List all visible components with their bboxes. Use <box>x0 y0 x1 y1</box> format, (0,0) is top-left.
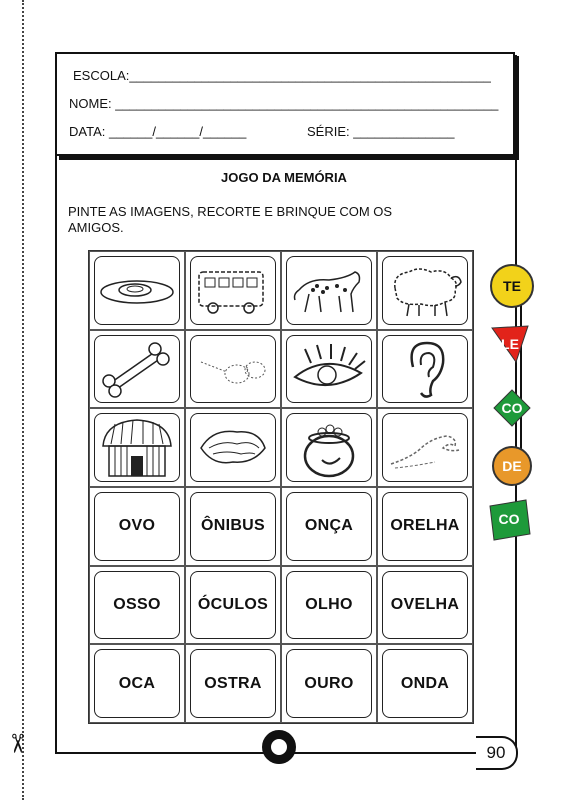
picture-card-oyster[interactable] <box>185 408 281 487</box>
syllable-label: TE <box>503 278 521 294</box>
syllable-square-co <box>486 496 532 542</box>
word-label: OURO <box>304 674 354 692</box>
syllable-diamond-co <box>492 388 532 428</box>
picture-card-bone[interactable] <box>89 330 185 409</box>
word-card[interactable] <box>281 487 377 566</box>
hut-icon <box>97 416 177 480</box>
word-card[interactable] <box>377 644 473 723</box>
jaguar-icon <box>289 260 369 320</box>
picture-card-sheep[interactable] <box>377 251 473 330</box>
syllable-label: CO <box>501 400 523 416</box>
syllable-label: CO <box>498 511 520 527</box>
eye-icon <box>289 339 369 399</box>
word-card[interactable] <box>185 487 281 566</box>
date-field[interactable]: DATA: ______/______/______ <box>69 124 247 139</box>
word-card[interactable] <box>281 644 377 723</box>
grade-field[interactable]: SÉRIE: ______________ <box>307 124 455 139</box>
word-label: ONÇA <box>304 517 354 535</box>
word-label: ÓCULOS <box>197 595 269 613</box>
picture-card-glasses[interactable] <box>185 330 281 409</box>
word-label: OVELHA <box>390 595 460 613</box>
sheep-icon <box>385 260 465 320</box>
word-label: OCA <box>118 674 156 692</box>
name-field[interactable]: NOME: _____________________________________________________ <box>69 96 499 111</box>
syllable-label: DE <box>502 458 522 474</box>
word-card[interactable] <box>281 566 377 645</box>
instruction-text: PINTE AS IMAGENS, RECORTE E BRINQUE COM OS AMIGOS. <box>68 204 393 235</box>
picture-card-jaguar[interactable] <box>281 251 377 330</box>
page-number: 90 <box>476 736 518 770</box>
picture-card-gold-pot[interactable] <box>281 408 377 487</box>
word-label: ÔNIBUS <box>200 517 266 535</box>
egg-icon <box>97 265 177 315</box>
scissors-icon: ✂ <box>2 732 33 755</box>
glasses-icon <box>193 344 273 394</box>
word-card[interactable] <box>377 566 473 645</box>
picture-card-hut[interactable] <box>89 408 185 487</box>
word-label: OSTRA <box>204 674 262 692</box>
syllable-ball-te <box>490 264 534 308</box>
picture-card-wave[interactable] <box>377 408 473 487</box>
picture-card-bus[interactable] <box>185 251 281 330</box>
school-field[interactable]: ESCOLA:__________________________________________________ <box>73 68 491 83</box>
word-card[interactable] <box>185 644 281 723</box>
bone-icon <box>97 339 177 399</box>
wave-icon <box>385 420 465 476</box>
word-label: ORELHA <box>390 517 460 535</box>
ring-decoration-icon <box>262 730 296 764</box>
word-card[interactable] <box>377 487 473 566</box>
syllable-ball-de <box>492 446 532 486</box>
word-label: OSSO <box>113 595 161 613</box>
word-card[interactable] <box>89 487 185 566</box>
syllable-label: LE <box>501 336 519 352</box>
oyster-icon <box>193 420 273 476</box>
gold-pot-icon <box>294 416 364 480</box>
syllable-triangle-le <box>488 322 532 366</box>
page-title: JOGO DA MEMÓRIA <box>221 170 347 185</box>
word-label: ONDA <box>400 674 450 692</box>
word-card[interactable] <box>89 644 185 723</box>
word-card[interactable] <box>185 566 281 645</box>
word-label: OVO <box>118 517 156 535</box>
picture-card-eye[interactable] <box>281 330 377 409</box>
picture-card-ear[interactable] <box>377 330 473 409</box>
bus-icon <box>193 262 273 318</box>
header-form <box>55 52 515 156</box>
word-label: OLHO <box>305 595 353 613</box>
memory-game-grid <box>88 250 474 724</box>
cut-line <box>22 0 24 800</box>
ear-icon <box>395 337 455 401</box>
word-card[interactable] <box>89 566 185 645</box>
picture-card-egg[interactable] <box>89 251 185 330</box>
